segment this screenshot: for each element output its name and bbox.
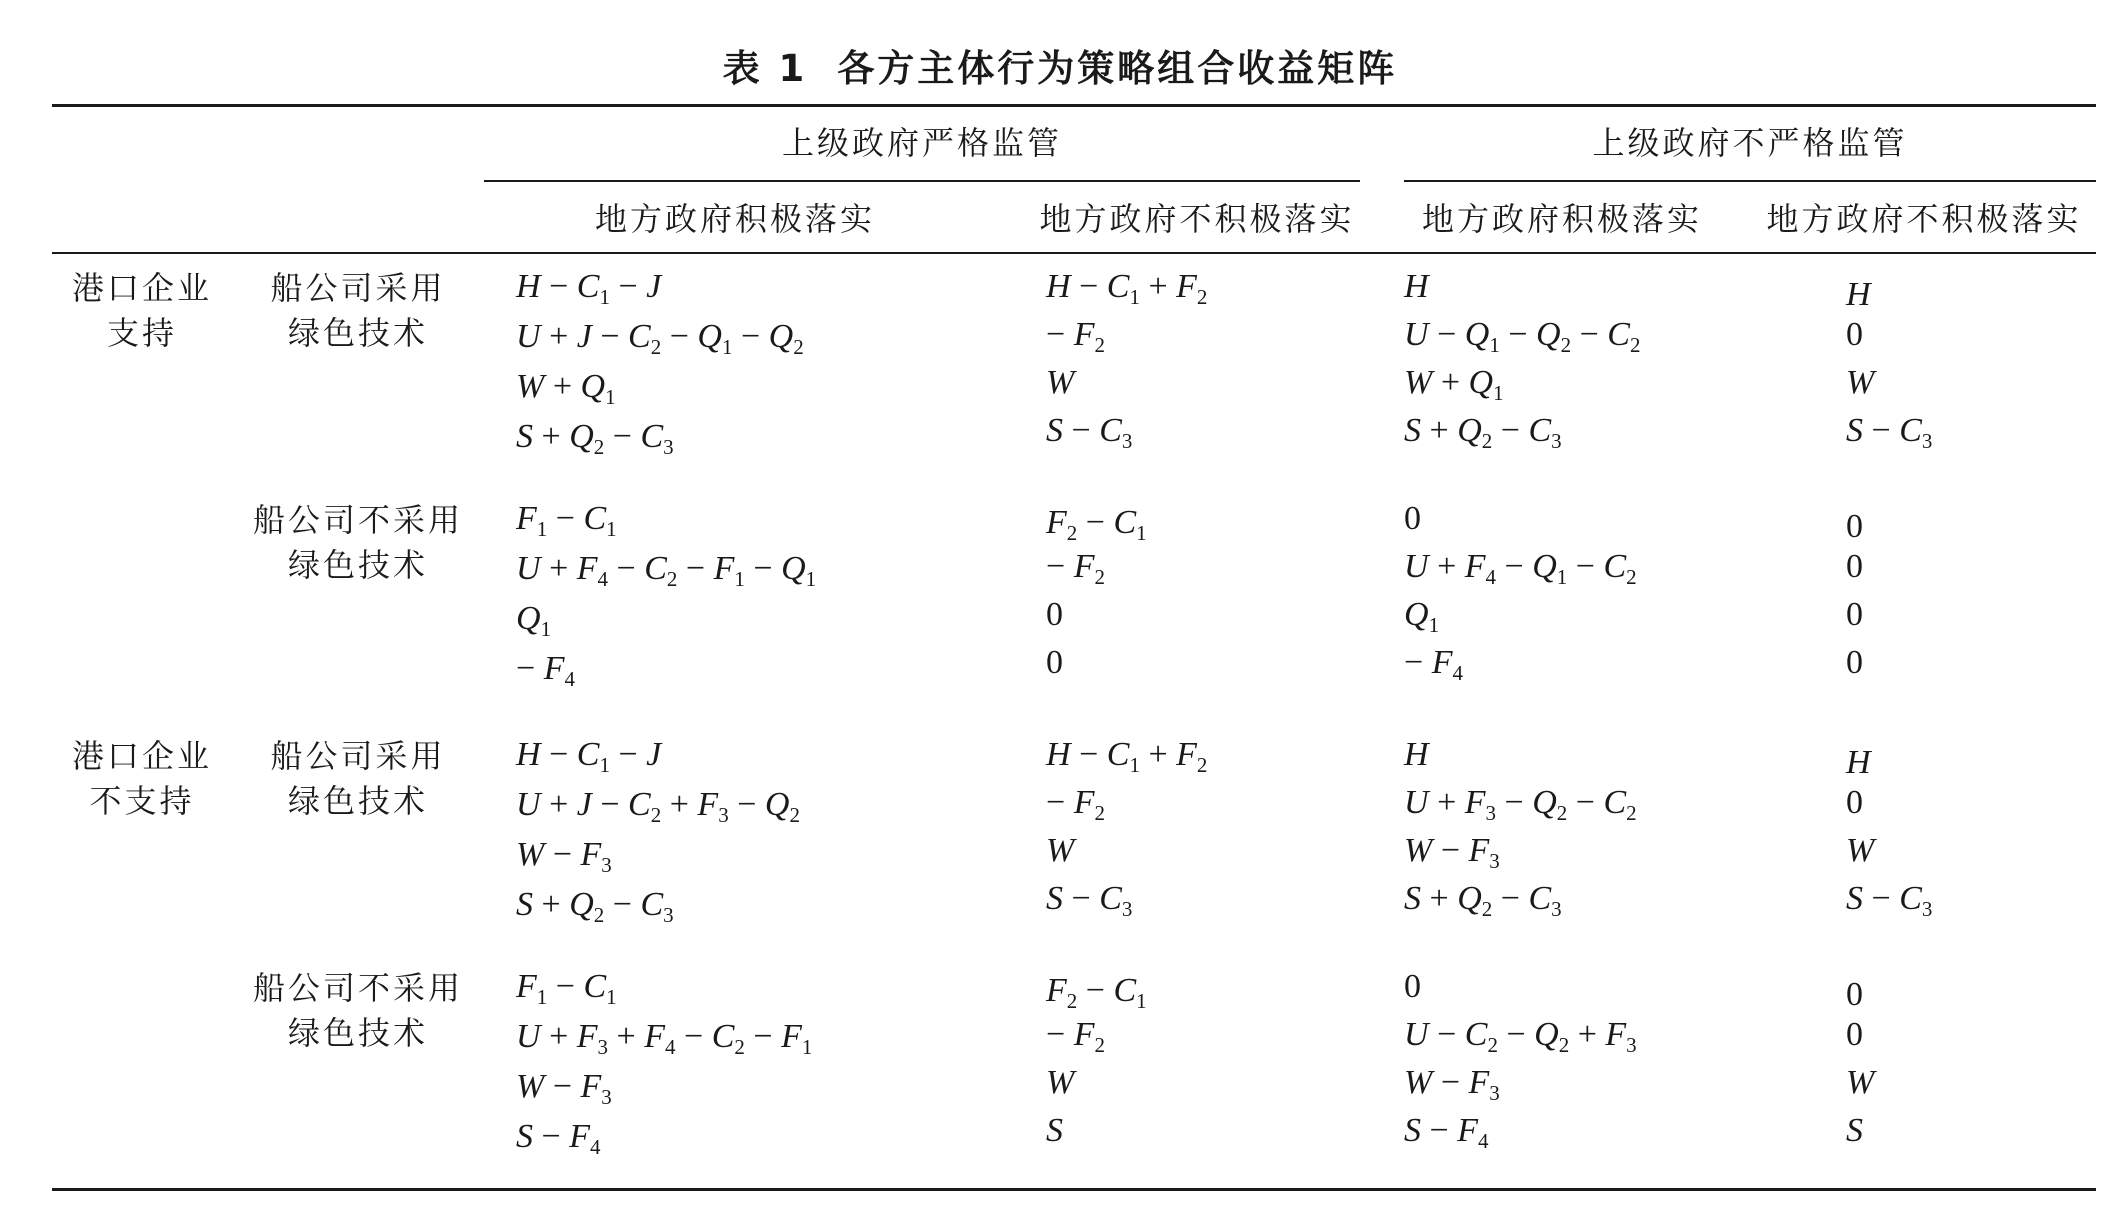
- payoff-expression: $W + Q_1$: [1404, 364, 1504, 405]
- payoff-expression: W: [1046, 1064, 1075, 1101]
- payoff-expression: 0: [1404, 968, 1421, 1005]
- payoff-expression: $S - F_4$: [1404, 1112, 1489, 1153]
- payoff-expression: $U + F_3 - Q_2 - C_2$: [1404, 784, 1637, 825]
- shipping-strategy-label: [238, 498, 478, 588]
- header-rule: [52, 252, 2096, 254]
- payoff-expression: $H - C_1 - J$: [516, 736, 662, 777]
- payoff-expression: $S - F_4$: [516, 1118, 601, 1159]
- payoff-expression: 0: [1846, 316, 1863, 353]
- payoff-expression: $U + F_4 - Q_1 - C_2$: [1404, 548, 1637, 589]
- payoff-expression: $F_1 - C_1$: [516, 500, 617, 541]
- shipping-strategy-label-line: 绿色技术: [287, 546, 428, 584]
- payoff-expression: − $F_2$: [1046, 1016, 1105, 1057]
- payoff-expression: H: [1846, 276, 1871, 313]
- payoff-expression: H: [1404, 268, 1429, 305]
- payoff-expression: 0: [1846, 644, 1863, 681]
- port-strategy-label-line: 港口企业: [71, 269, 212, 307]
- payoff-expression: $Q_1$: [516, 600, 552, 641]
- shipping-strategy-label: [238, 266, 478, 356]
- shipping-strategy-label-line: 绿色技术: [287, 782, 428, 820]
- payoff-expression: $S - C_3$: [1846, 880, 1933, 921]
- payoff-expression: $W - F_3$: [1404, 832, 1500, 873]
- port-strategy-label: [52, 266, 232, 356]
- payoff-expression: H: [1846, 744, 1871, 781]
- shipping-strategy-label-line: 船公司采用: [270, 269, 446, 307]
- port-strategy-label-line: 支持: [106, 314, 177, 352]
- payoff-expression: $S - C_3$: [1046, 412, 1133, 453]
- payoff-expression: $H - C_1 + F_2$: [1046, 736, 1208, 777]
- top-rule: [52, 104, 2096, 107]
- payoff-expression: $H - C_1 + F_2$: [1046, 268, 1208, 309]
- table-title: [0, 38, 2120, 92]
- payoff-expression: $F_2 - C_1$: [1046, 504, 1147, 545]
- shipping-strategy-label: [238, 734, 478, 824]
- payoff-expression: $U + J - C_2 + F_3 - Q_2$: [516, 786, 800, 827]
- port-strategy-label: [52, 734, 232, 824]
- payoff-expression: 0: [1046, 644, 1063, 681]
- payoff-expression: $U - C_2 - Q_2 + F_3$: [1404, 1016, 1637, 1057]
- payoff-expression: 0: [1404, 500, 1421, 537]
- payoff-expression: 0: [1846, 1016, 1863, 1053]
- column-header: 地方政府不积极落实: [1766, 200, 2082, 238]
- payoff-expression: 0: [1846, 976, 1863, 1013]
- shipping-strategy-label: [238, 966, 478, 1056]
- payoff-expression: S: [1846, 1112, 1863, 1149]
- payoff-expression: W: [1846, 364, 1875, 401]
- shipping-strategy-label-line: 船公司不采用: [252, 501, 463, 539]
- payoff-expression: H: [1404, 736, 1429, 773]
- column-header: 地方政府积极落实: [594, 200, 875, 238]
- payoff-expression: 0: [1046, 596, 1063, 633]
- payoff-expression: $U + F_4 - C_2 - F_1 - Q_1$: [516, 550, 817, 591]
- payoff-expression: 0: [1846, 508, 1863, 545]
- payoff-expression: W: [1046, 832, 1075, 869]
- payoff-expression: $U - Q_1 - Q_2 - C_2$: [1404, 316, 1641, 357]
- payoff-expression: − $F_4$: [516, 650, 575, 691]
- payoff-expression: $F_2 - C_1$: [1046, 972, 1147, 1013]
- payoff-expression: $S + Q_2 - C_3$: [516, 886, 674, 927]
- column-header: 地方政府不积极落实: [1039, 200, 1355, 238]
- payoff-expression: S: [1046, 1112, 1063, 1149]
- payoff-expression: − $F_2$: [1046, 316, 1105, 357]
- payoff-expression: $W + Q_1$: [516, 368, 616, 409]
- payoff-expression: $H - C_1 - J$: [516, 268, 662, 309]
- port-strategy-label-line: 不支持: [89, 782, 195, 820]
- column-group-header: 上级政府严格监管: [781, 124, 1062, 162]
- shipping-strategy-label-line: 船公司采用: [270, 737, 446, 775]
- column-header: 地方政府积极落实: [1421, 200, 1702, 238]
- payoff-expression: − $F_2$: [1046, 784, 1105, 825]
- payoff-expression: $U + F_3 + F_4 - C_2 - F_1$: [516, 1018, 813, 1059]
- payoff-expression: $W - F_3$: [516, 836, 612, 877]
- payoff-expression: $Q_1$: [1404, 596, 1440, 637]
- payoff-expression: W: [1046, 364, 1075, 401]
- payoff-expression: − $F_4$: [1404, 644, 1463, 685]
- group-rule-strict: [484, 180, 1360, 182]
- payoff-expression: 0: [1846, 548, 1863, 585]
- table-number: 表 1: [722, 47, 808, 90]
- payoff-expression: W: [1846, 832, 1875, 869]
- payoff-expression: $F_1 - C_1$: [516, 968, 617, 1009]
- payoff-expression: $S + Q_2 - C_3$: [1404, 412, 1562, 453]
- payoff-expression: W: [1846, 1064, 1875, 1101]
- payoff-expression: $W - F_3$: [516, 1068, 612, 1109]
- payoff-expression: $S + Q_2 - C_3$: [516, 418, 674, 459]
- shipping-strategy-label-line: 绿色技术: [287, 314, 428, 352]
- group-rule-lax: [1404, 180, 2096, 182]
- shipping-strategy-label-line: 绿色技术: [287, 1014, 428, 1052]
- payoff-expression: − $F_2$: [1046, 548, 1105, 589]
- payoff-expression: $S + Q_2 - C_3$: [1404, 880, 1562, 921]
- column-group-header: 上级政府不严格监管: [1592, 124, 1908, 162]
- payoff-expression: $S - C_3$: [1846, 412, 1933, 453]
- payoff-expression: $W - F_3$: [1404, 1064, 1500, 1105]
- port-strategy-label-line: 港口企业: [71, 737, 212, 775]
- table-caption: 各方主体行为策略组合收益矩阵: [837, 47, 1398, 90]
- bottom-rule: [52, 1188, 2096, 1191]
- payoff-expression: $S - C_3$: [1046, 880, 1133, 921]
- payoff-expression: 0: [1846, 596, 1863, 633]
- payoff-expression: 0: [1846, 784, 1863, 821]
- payoff-expression: $U + J - C_2 - Q_1 - Q_2$: [516, 318, 804, 359]
- shipping-strategy-label-line: 船公司不采用: [252, 969, 463, 1007]
